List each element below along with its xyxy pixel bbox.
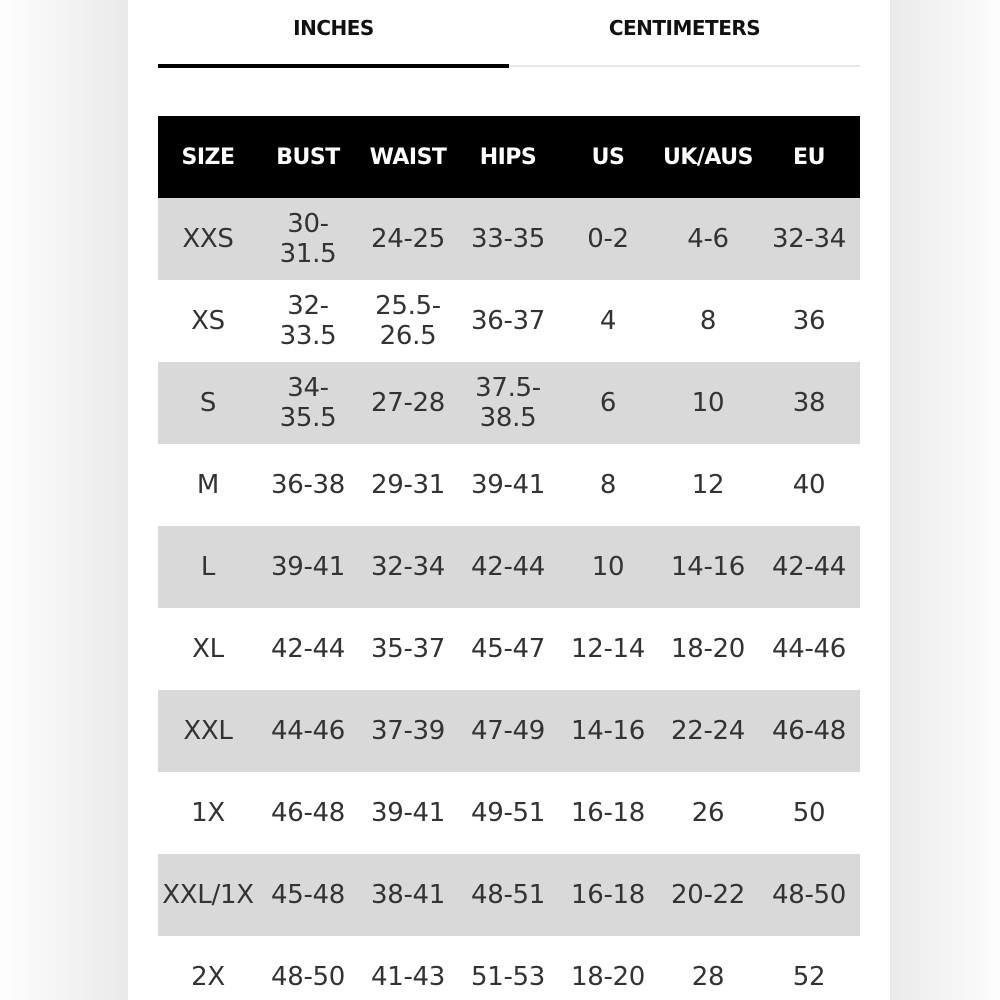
cell-uk-aus: 14-16 bbox=[658, 526, 758, 608]
cell-size: 1X bbox=[158, 772, 258, 854]
cell-uk-aus: 28 bbox=[658, 936, 758, 1000]
header-uk-aus: UK/AUS bbox=[658, 116, 758, 198]
cell-waist: 27-28 bbox=[358, 362, 458, 444]
cell-waist: 32-34 bbox=[358, 526, 458, 608]
cell-size: 2X bbox=[158, 936, 258, 1000]
cell-us: 16-18 bbox=[558, 772, 658, 854]
cell-eu: 38 bbox=[758, 362, 860, 444]
cell-waist: 29-31 bbox=[358, 444, 458, 526]
cell-eu: 42-44 bbox=[758, 526, 860, 608]
table-row bbox=[158, 608, 860, 690]
cell-waist: 25.5-26.5 bbox=[358, 280, 458, 362]
cell-hips: 47-49 bbox=[458, 690, 558, 772]
unit-tabs bbox=[158, 0, 860, 68]
cell-us: 18-20 bbox=[558, 936, 658, 1000]
cell-bust: 44-46 bbox=[258, 690, 358, 772]
cell-us: 6 bbox=[558, 362, 658, 444]
cell-waist: 37-39 bbox=[358, 690, 458, 772]
cell-bust: 46-48 bbox=[258, 772, 358, 854]
table-row bbox=[158, 362, 860, 444]
cell-us: 14-16 bbox=[558, 690, 658, 772]
cell-eu: 50 bbox=[758, 772, 860, 854]
table-row bbox=[158, 690, 860, 772]
cell-size: L bbox=[158, 526, 258, 608]
table-row bbox=[158, 772, 860, 854]
cell-uk-aus: 26 bbox=[658, 772, 758, 854]
cell-bust: 42-44 bbox=[258, 608, 358, 690]
cell-hips: 42-44 bbox=[458, 526, 558, 608]
cell-waist: 24-25 bbox=[358, 198, 458, 280]
table-row bbox=[158, 444, 860, 526]
header-size: SIZE bbox=[158, 116, 258, 198]
header-waist: WAIST bbox=[358, 116, 458, 198]
cell-hips: 39-41 bbox=[458, 444, 558, 526]
cell-uk-aus: 4-6 bbox=[658, 198, 758, 280]
cell-bust: 36-38 bbox=[258, 444, 358, 526]
cell-bust: 30-31.5 bbox=[258, 198, 358, 280]
cell-eu: 40 bbox=[758, 444, 860, 526]
cell-us: 4 bbox=[558, 280, 658, 362]
cell-hips: 45-47 bbox=[458, 608, 558, 690]
active-tab-indicator bbox=[158, 64, 509, 68]
cell-size: XS bbox=[158, 280, 258, 362]
cell-eu: 48-50 bbox=[758, 854, 860, 936]
cell-size: XXL/1X bbox=[158, 854, 258, 936]
cell-uk-aus: 8 bbox=[658, 280, 758, 362]
table-header-row bbox=[158, 116, 860, 198]
tab-centimeters[interactable]: CENTIMETERS bbox=[608, 16, 761, 40]
cell-us: 16-18 bbox=[558, 854, 658, 936]
cell-size: XXL bbox=[158, 690, 258, 772]
cell-bust: 32-33.5 bbox=[258, 280, 358, 362]
cell-eu: 44-46 bbox=[758, 608, 860, 690]
size-chart-table bbox=[158, 116, 860, 1000]
cell-us: 10 bbox=[558, 526, 658, 608]
cell-hips: 37.5-38.5 bbox=[458, 362, 558, 444]
cell-uk-aus: 22-24 bbox=[658, 690, 758, 772]
header-hips: HIPS bbox=[458, 116, 558, 198]
cell-hips: 51-53 bbox=[458, 936, 558, 1000]
cell-waist: 35-37 bbox=[358, 608, 458, 690]
cell-hips: 36-37 bbox=[458, 280, 558, 362]
cell-waist: 39-41 bbox=[358, 772, 458, 854]
size-chart-panel bbox=[128, 0, 890, 1000]
cell-hips: 49-51 bbox=[458, 772, 558, 854]
cell-bust: 39-41 bbox=[258, 526, 358, 608]
cell-bust: 48-50 bbox=[258, 936, 358, 1000]
cell-bust: 34-35.5 bbox=[258, 362, 358, 444]
cell-hips: 48-51 bbox=[458, 854, 558, 936]
header-bust: BUST bbox=[258, 116, 358, 198]
cell-eu: 36 bbox=[758, 280, 860, 362]
cell-eu: 46-48 bbox=[758, 690, 860, 772]
cell-hips: 33-35 bbox=[458, 198, 558, 280]
cell-eu: 32-34 bbox=[758, 198, 860, 280]
cell-size: XL bbox=[158, 608, 258, 690]
cell-us: 12-14 bbox=[558, 608, 658, 690]
tab-inches[interactable]: INCHES bbox=[293, 16, 374, 40]
cell-size: M bbox=[158, 444, 258, 526]
cell-us: 8 bbox=[558, 444, 658, 526]
cell-uk-aus: 20-22 bbox=[658, 854, 758, 936]
cell-uk-aus: 18-20 bbox=[658, 608, 758, 690]
table-row bbox=[158, 526, 860, 608]
left-backdrop bbox=[0, 0, 128, 1000]
header-us: US bbox=[558, 116, 658, 198]
cell-us: 0-2 bbox=[558, 198, 658, 280]
cell-eu: 52 bbox=[758, 936, 860, 1000]
cell-uk-aus: 10 bbox=[658, 362, 758, 444]
table-row bbox=[158, 280, 860, 362]
cell-waist: 38-41 bbox=[358, 854, 458, 936]
header-eu: EU bbox=[758, 116, 860, 198]
cell-bust: 45-48 bbox=[258, 854, 358, 936]
cell-uk-aus: 12 bbox=[658, 444, 758, 526]
table-row bbox=[158, 198, 860, 280]
cell-waist: 41-43 bbox=[358, 936, 458, 1000]
cell-size: XXS bbox=[158, 198, 258, 280]
right-backdrop bbox=[890, 0, 1000, 1000]
cell-size: S bbox=[158, 362, 258, 444]
table-row bbox=[158, 854, 860, 936]
table-row bbox=[158, 936, 860, 1000]
